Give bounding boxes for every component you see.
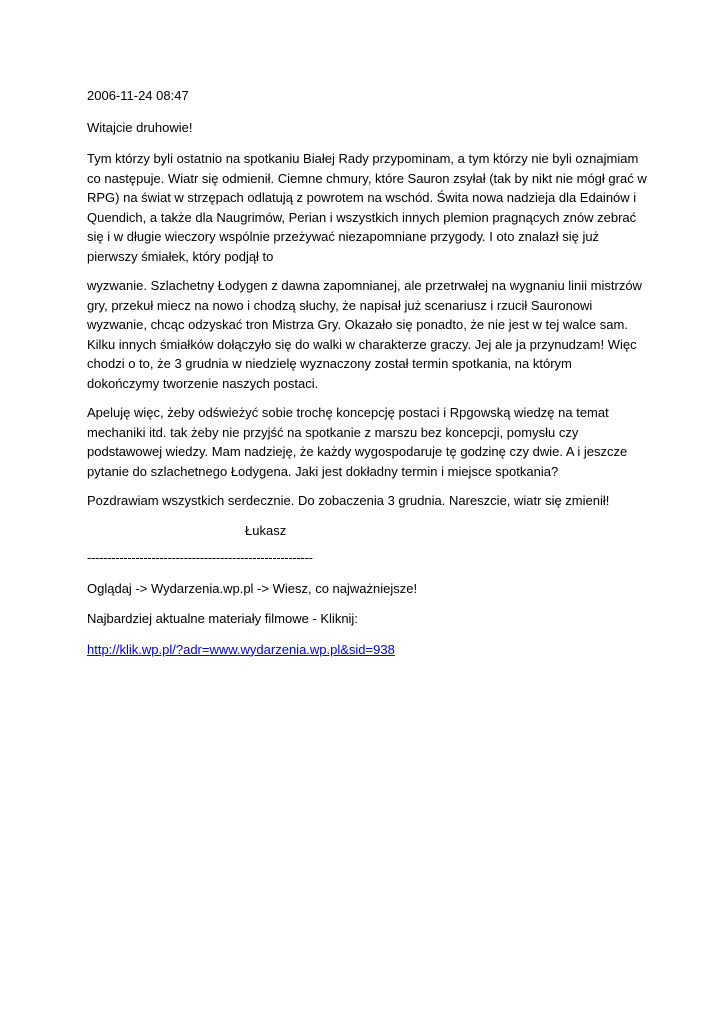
- paragraph-4: Pozdrawiam wszystkich serdecznie. Do zobaczenia 3 grudnia. Nareszcie, wiatr się zmienił!: [87, 493, 610, 508]
- paragraph-1: Tym którzy byli ostatnio na spotkaniu Białej Rady przypominam, a tym którzy nie byli oznajmiam co następuje. Wiatr się odmienił. Ciemne chmury, które Sauron zsyłał (tak by nikt nie mógł grać w RPG) na świat w strzępach odlatują z powrotem na wschód. Świta nowa nadzieja dla Edainów i Quendich, a także dla Naugrimów, Perian i wszystkich innych plemion pragnących znów zebrać się i w długie wieczory wspólnie przeżywać niezapomniane przygody. I oto znalazł się już pierwszy śmiałek, który podjął to: [87, 151, 647, 264]
- signature: Łukasz: [245, 522, 287, 538]
- greeting: Witajcie druhowie!: [87, 119, 193, 135]
- promo-line: Oglądaj -> Wydarzenia.wp.pl -> Wiesz, co najważniejsze!: [87, 580, 418, 596]
- paragraph-3: Apeluję więc, żeby odświeżyć sobie trochę koncepcję postaci i Rpgowską wiedzę na temat mechaniki itd. tak żeby nie przyjść na spotkanie z marszu bez koncepcji, pomysłu czy podstawowej wiedzy. Mam nadzieję, że każdy wygospodaruje tę godzinę czy dwie. A i jeszcze pytanie do szlachetnego Łodygena. Jaki jest dokładny termin i miejsce spotkania?: [87, 405, 628, 479]
- wydarzenia-link[interactable]: http://klik.wp.pl/?adr=www.wydarzenia.wp.pl&sid=938: [87, 641, 395, 657]
- link-line: [87, 640, 647, 660]
- video-line: Najbardziej aktualne materiały filmowe - Kliknij:: [87, 611, 358, 626]
- separator-line: --------------------------------------------------------: [87, 550, 313, 565]
- paragraph-2: wyzwanie. Szlachetny Łodygen z dawna zapomnianej, ale przetrwałej na wygnaniu linii mistrzów gry, przekuł miecz na nowo i chodzą słuchy, że napisał już scenariusz i rzucił Sauronowi wyzwanie, chcąc odzyskać tron Mistrza Gry. Okazało się ponadto, że nie jest w tej walce sam. Kilku innych śmiałków dołączyło się do walki w charakterze graczy. Jej ale ja przynudzam! Więc chodzi o to, że 3 grudnia w niedzielę wyznaczony został termin spotkania, na którym dokończymy tworzenie naszych postaci.: [87, 278, 642, 391]
- email-document: [87, 86, 647, 670]
- message-date: 2006-11-24 08:47: [87, 88, 189, 103]
